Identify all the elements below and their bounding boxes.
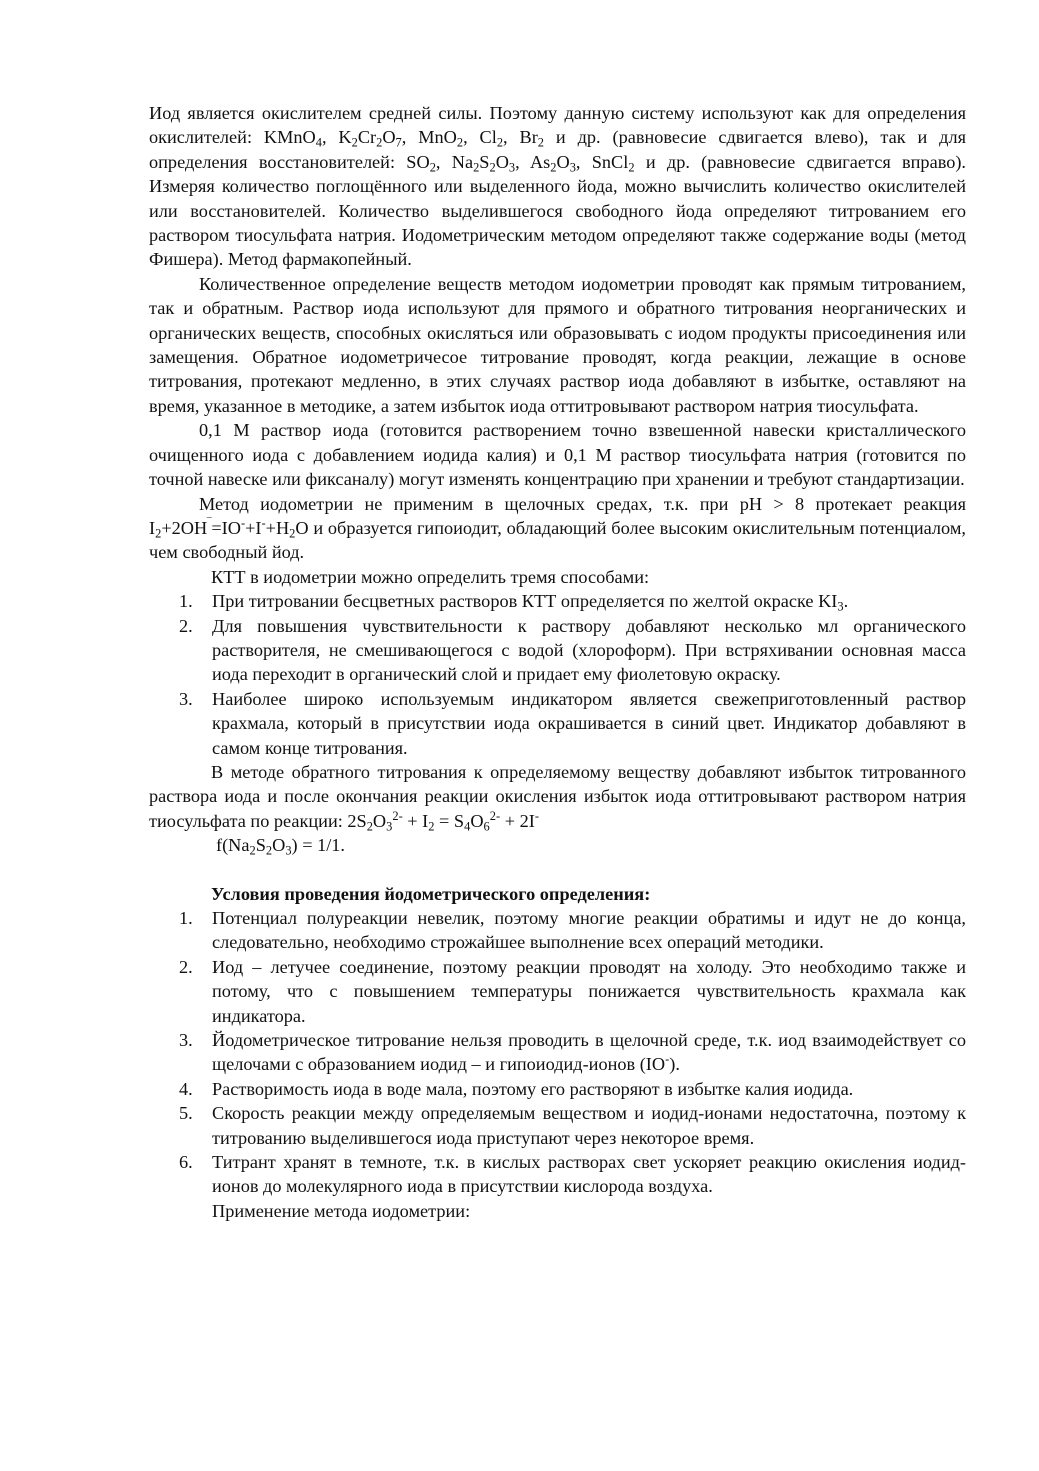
superscript: - (534, 808, 539, 823)
text-run: S (255, 835, 266, 856)
list-number: 5. (179, 1103, 193, 1124)
subscript: 2 (489, 160, 496, 175)
list-text: Потенциал полуреакции невелик, поэтому многие реакции обратимы и идут не до конца, следовательно, необходимо строжайшее выполнение всех операций методики. (212, 908, 966, 953)
endpoint-methods-list (149, 589, 966, 760)
paragraph-iodine-oxidizer (149, 101, 966, 272)
equivalence-factor (149, 833, 966, 857)
paragraph-application: Применение метода иодометрии: (212, 1200, 471, 1221)
list-text: Иод – летучее соединение, поэтому реакции проводят на холоду. Это необходимо также и потому, что с повышением температуры понижается чувствительность крахмала как индикатора. (212, 956, 966, 1026)
list-number: 6. (179, 1152, 193, 1173)
subscript: 2 (249, 843, 256, 858)
list-item (149, 687, 966, 760)
text-run: + I (402, 810, 429, 831)
superscript: - (665, 1052, 670, 1067)
text-run: ) = 1/1. (291, 835, 346, 856)
list-number: 3. (179, 1030, 193, 1051)
subscript: 2 (366, 819, 373, 834)
subscript: 2 (456, 135, 464, 150)
text-run: В методе обратного титрования к определяемому веществу добавляют избыток титрованного раствора иода и после окончания реакции окисления избыток иода оттитровывают раствором натрия тиосульфата по реакции: 2S (149, 761, 966, 831)
text-run: + 2I (500, 810, 535, 831)
text-run: = S (434, 810, 465, 831)
superscript: 2- (489, 808, 501, 823)
list-item (149, 589, 966, 613)
list-text: Наиболее широко используемым индикатором является свежеприготовленный раствор крахмала, который в присутствии иода окрашивается в синий цвет. Индикатор добавляют в самом конце титрования. (212, 688, 966, 758)
list-text: Растворимость иода в воде мала, поэтому его растворяют в избытке калия иодида. (212, 1078, 854, 1099)
list-number: 2. (179, 615, 193, 636)
paragraph-endpoint-intro: КТТ в иодометрии можно определить тремя способами: (211, 566, 650, 587)
list-item (149, 1028, 966, 1077)
subscript: 3 (285, 843, 292, 858)
document-page (149, 101, 966, 1223)
text-run: Cr (357, 127, 377, 148)
list-number: 4. (179, 1078, 193, 1099)
paragraph-back-titration (149, 760, 966, 833)
subscript: 6 (483, 819, 490, 834)
subscript: 2 (351, 135, 358, 150)
text-run: O (556, 151, 570, 172)
text-run: , Cl (463, 127, 497, 148)
conditions-list (149, 906, 966, 1199)
subscript: 2 (496, 135, 504, 150)
text-run: , SnCl (575, 151, 629, 172)
text-run: , Na (435, 151, 474, 172)
subscript: 2 (428, 819, 435, 834)
list-text: Титрант хранят в темноте, т.к. в кислых растворах свет ускоряет реакцию окисления иодид-ионов до молекулярного иода в присутствии кислорода воздуха. (212, 1152, 966, 1197)
text-run: и др. (равновесие сдвигается влево), так и для определения восстановителей: SO (149, 127, 967, 172)
subscript: 7 (395, 135, 402, 150)
text-run: f(Na (216, 835, 250, 856)
superscript: ‾ (207, 516, 212, 531)
list-item (149, 1150, 966, 1199)
list-text: ). (669, 1054, 680, 1075)
list-item (149, 906, 966, 955)
subscript: 2 (537, 135, 544, 150)
text-run: +H (265, 517, 290, 538)
text-run: и др. (равновесие сдвигается вправо). Измеряя количество поглощённого или выделенного йода, можно вычислить количество окислителей или восстановителей. Количество выделившегося свободного йода определяют титрованием его раствором тиосульфата натрия. Иодометрическим методом определяют также содержание воды (метод Фишера). Метод фармакопейный. (149, 151, 966, 270)
text-run: O (272, 835, 286, 856)
subscript: 2 (376, 135, 383, 150)
subscript: 4 (464, 819, 471, 834)
subscript: 3 (569, 160, 576, 175)
text-run: Иод является окислителем средней силы. Поэтому данную систему используют как для определения окислителей: KMnO (149, 103, 966, 148)
list-text: Скорость реакции между определяемым веществом и иодид-ионами недостаточна, поэтому к титрованию выделившегося иода приступают через некоторое время. (212, 1103, 966, 1148)
subscript: 2 (155, 526, 162, 541)
text-run: , MnO (401, 127, 457, 148)
text-run: O и образуется гипоиодит, обладающий более высоким окислительным потенциалом, чем свободный йод. (149, 517, 966, 563)
subscript: 3 (386, 819, 393, 834)
paragraph-solutions: 0,1 М раствор иода (готовится растворением точно взвешенной навески кристаллического очищенного иода с добавлением иодида калия) и 0,1 М раствор тиосульфата натрия (готовится по точной навеске или фиксаналу) могут изменять концентрацию при хранении и требуют стандартизации. (149, 420, 966, 490)
list-text: Йодометрическое титрование нельзя проводить в щелочной среде, т.к. иод взаимодействует со щелочами с образованием иодид – и гипоиодид-ионов (IO (212, 1030, 966, 1075)
subscript: 2 (265, 843, 273, 858)
list-text: При титровании бесцветных растворов КТТ определяется по желтой окраске KI (212, 591, 838, 612)
text-run: O (372, 810, 387, 831)
text-run: Метод иодометрии не применим в щелочных средах, т.к. при pH > 8 протекает реакция I (149, 493, 966, 538)
superscript: - (240, 516, 246, 531)
text-run: , As (515, 151, 551, 172)
text-run: +2OH (161, 517, 208, 538)
subscript: 2 (429, 160, 436, 175)
paragraph-alkaline (149, 492, 966, 565)
text-run: , K (321, 127, 352, 148)
subscript: 3 (508, 160, 516, 175)
text-run: O (382, 127, 396, 148)
subscript: 2 (473, 160, 480, 175)
list-item (149, 1101, 966, 1150)
list-item (149, 955, 966, 1028)
subscript: 4 (315, 135, 322, 150)
superscript: 2- (392, 808, 403, 823)
subscript: 2 (289, 526, 296, 541)
text-run: S (479, 151, 490, 172)
text-run: O (495, 151, 509, 172)
superscript: - (261, 516, 266, 531)
text-run: , Br (503, 127, 538, 148)
list-text: Для повышения чувствительности к раствору добавляют несколько мл органического растворителя, не смешивающегося с водой (хлороформ). При встряхивании основная масса иода переходит в органический слой и придает ему фиолетовую окраску. (212, 615, 966, 685)
list-number: 2. (179, 956, 193, 977)
section-heading: Условия проведения йодометрического определения: (211, 883, 651, 904)
text-run: =IO (211, 517, 241, 538)
list-number: 3. (179, 688, 193, 709)
subscript: 2 (628, 160, 635, 175)
list-item (149, 1077, 966, 1101)
text-run: +I (245, 517, 262, 538)
list-number: 1. (179, 908, 193, 928)
list-item (149, 614, 966, 687)
text-run: O (470, 810, 484, 831)
list-text: . (843, 591, 849, 612)
paragraph-quantitative: Количественное определение веществ методом иодометрии проводят как прямым титрованием, так и обратным. Раствор иода используют для прямого и обратного титрования неорганических и органических веществ, способных окисляться или образовывать с иодом продукты присоединения или замещения. Обратное иодометричесое титрование проводят, когда реакции, лежащие в основе титрования, протекают медленно, в этих случаях раствор иода добавляют в избытке, оставляют на время, указанное в методике, а затем избыток иода оттитровывают раствором натрия тиосульфата. (149, 273, 966, 416)
subscript: 3 (837, 599, 844, 614)
subscript: 2 (550, 160, 557, 175)
list-number: 1. (179, 591, 193, 612)
